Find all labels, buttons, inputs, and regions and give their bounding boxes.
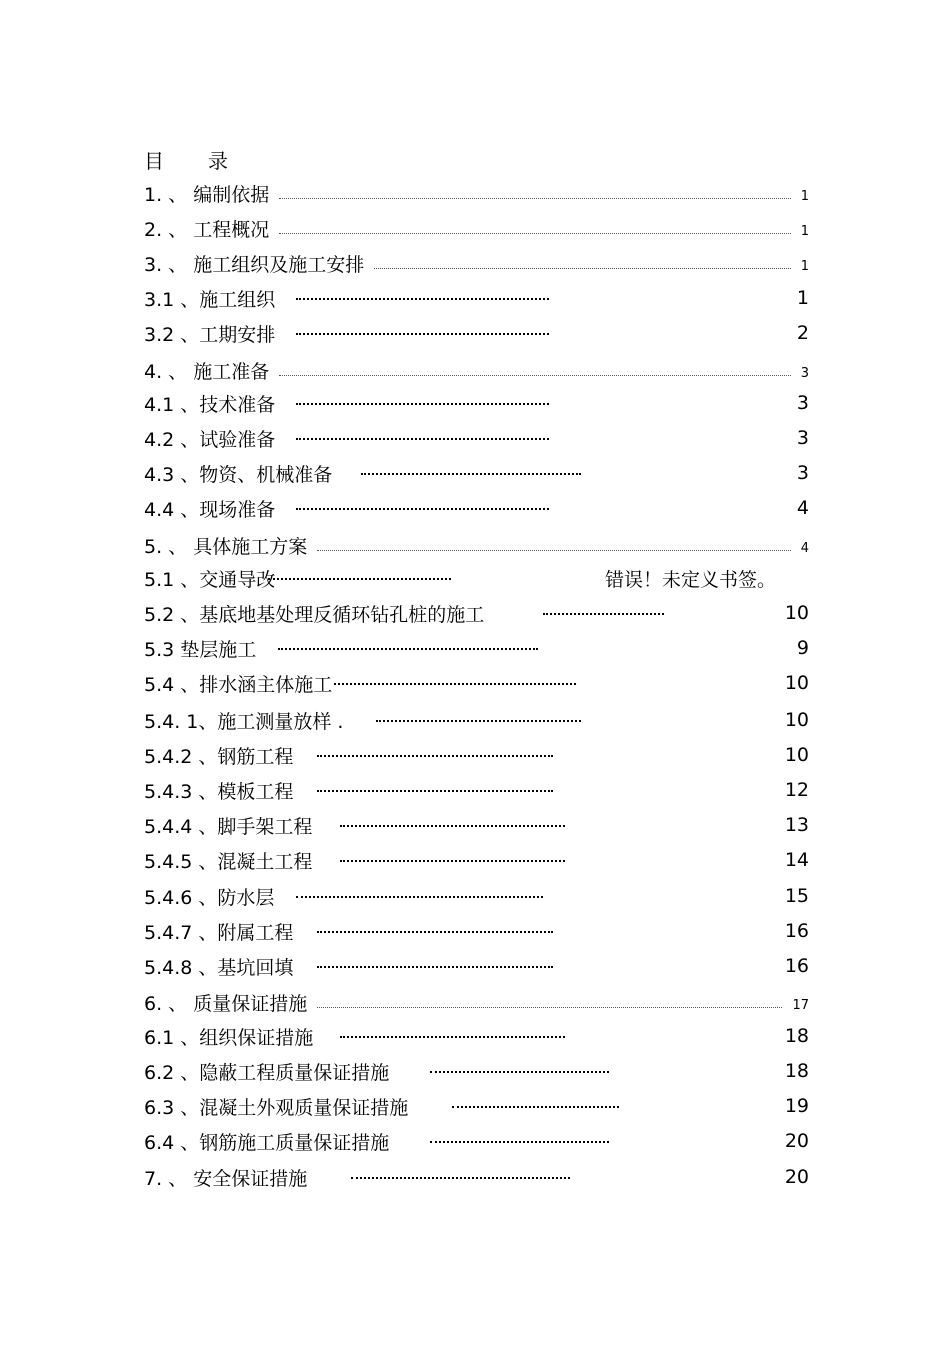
- toc-entry-label: 5. 、 具体施工方案: [144, 535, 308, 558]
- toc-title-left: 目: [144, 149, 164, 173]
- toc-entry-page: 12: [784, 779, 809, 801]
- toc-entry-label: 7. 、 安全保证措施: [144, 1167, 308, 1190]
- toc-dot-leader: [543, 613, 664, 615]
- toc-title-right: 录: [208, 149, 228, 173]
- toc-entry-page: 10: [784, 602, 809, 624]
- toc-entry-page: 19: [784, 1095, 809, 1117]
- toc-entry-page: 20: [784, 1130, 809, 1152]
- toc-entry[interactable]: [144, 1092, 809, 1120]
- toc-entry[interactable]: [144, 882, 809, 910]
- toc-dot-leader: [340, 825, 565, 827]
- toc-entry-label: 5.4.8 、基坑回填: [144, 956, 294, 979]
- toc-entry-label: 3.1 、施工组织: [144, 288, 276, 311]
- toc-entry-label: 5.4.7 、附属工程: [144, 921, 294, 944]
- toc-dot-leader: [296, 896, 543, 898]
- toc-entry[interactable]: [144, 952, 809, 980]
- toc-entry[interactable]: [144, 459, 809, 487]
- toc-entry-label: 5.4.2 、钢筋工程: [144, 745, 294, 768]
- toc-entry[interactable]: [144, 846, 809, 874]
- toc-dot-leader: [351, 1177, 570, 1179]
- toc-entry-label: 4. 、 施工准备: [144, 360, 270, 383]
- toc-entry-page: 13: [784, 814, 809, 836]
- toc-dot-leader: [374, 268, 791, 269]
- toc-entry-label: 6.1 、组织保证措施: [144, 1026, 314, 1049]
- toc-dot-leader: [317, 550, 791, 551]
- toc-entry-page: 3: [796, 427, 809, 449]
- toc-dot-leader: [430, 1141, 609, 1143]
- toc-dot-leader: [452, 1106, 619, 1108]
- toc-entry[interactable]: [144, 564, 809, 592]
- toc-entry-page: 1: [800, 188, 809, 204]
- toc-entry-label: 6.2 、隐蔽工程质量保证措施: [144, 1061, 390, 1084]
- toc-entry[interactable]: [144, 706, 809, 734]
- toc-entry-label: 4.4 、现场准备: [144, 498, 276, 521]
- toc-dot-leader: [317, 755, 553, 757]
- toc-dot-leader: [279, 198, 791, 199]
- toc-title: [144, 148, 228, 174]
- toc-dot-leader: [317, 966, 553, 968]
- toc-entry-page: 2: [796, 322, 809, 344]
- toc-entry[interactable]: [144, 741, 809, 769]
- toc-dot-leader: [279, 233, 791, 234]
- toc-dot-leader: [296, 508, 549, 510]
- toc-entry[interactable]: [144, 284, 809, 312]
- toc-entry[interactable]: [144, 1127, 809, 1155]
- toc-entry[interactable]: [144, 1057, 809, 1085]
- toc-entry-page: 18: [784, 1025, 809, 1047]
- toc-dot-leader: [296, 298, 549, 300]
- toc-entry-page: 14: [784, 849, 809, 871]
- toc-entry-label: 1. 、 编制依据: [144, 183, 270, 206]
- toc-entry-label: 6. 、 质量保证措施: [144, 992, 308, 1015]
- toc-entry-label: 4.1 、技术准备: [144, 393, 276, 416]
- toc-dot-leader: [279, 375, 791, 376]
- toc-dot-leader: [340, 1036, 565, 1038]
- toc-entry-page: 1: [796, 287, 809, 309]
- toc-entry-label: 5.2 、基底地基处理反循环钻孔桩的施工: [144, 603, 485, 626]
- toc-entry-label: 5.4 、排水涵主体施工: [144, 673, 333, 696]
- toc-dot-leader: [361, 473, 581, 475]
- toc-entry[interactable]: [144, 179, 809, 207]
- toc-entry[interactable]: [144, 599, 809, 627]
- toc-entry[interactable]: [144, 1163, 809, 1191]
- toc-entry-page: 1: [800, 223, 809, 239]
- toc-entry-page: 18: [784, 1060, 809, 1082]
- toc-entry-error: 错误！未定义书签。: [605, 568, 777, 591]
- toc-entry-label: 6.3 、混凝土外观质量保证措施: [144, 1096, 409, 1119]
- toc-entry-page: 4: [796, 497, 809, 519]
- toc-entry-label: 5.4.6 、防水层: [144, 886, 275, 909]
- toc-entry-label: 5.4.3 、模板工程: [144, 780, 294, 803]
- toc-dot-leader: [317, 790, 553, 792]
- toc-entry-page: 20: [784, 1166, 809, 1188]
- toc-entry[interactable]: [144, 634, 809, 662]
- toc-entry[interactable]: [144, 776, 809, 804]
- toc-entry-label: 5.4. 1、施工测量放样 .: [144, 710, 344, 733]
- toc-entry[interactable]: [144, 811, 809, 839]
- toc-entry-page: 15: [784, 885, 809, 907]
- toc-entry-page: 3: [800, 365, 809, 381]
- toc-entry-page: 4: [800, 540, 809, 556]
- toc-dot-leader: [340, 860, 565, 862]
- toc-dot-leader: [296, 403, 549, 405]
- toc-entry[interactable]: [144, 319, 809, 347]
- toc-entry-label: 5.3 垫层施工: [144, 638, 257, 661]
- toc-entry-page: 16: [784, 955, 809, 977]
- toc-dot-leader: [334, 683, 576, 685]
- toc-dot-leader: [268, 578, 451, 580]
- toc-dot-leader: [317, 1007, 782, 1008]
- toc-dot-leader: [376, 720, 581, 722]
- toc-entry-page: 1: [800, 258, 809, 274]
- toc-entry[interactable]: [144, 988, 809, 1016]
- toc-entry-label: 4.2 、试验准备: [144, 428, 276, 451]
- toc-entry-label: 5.4.5 、混凝土工程: [144, 850, 313, 873]
- toc-entry-page: 3: [796, 462, 809, 484]
- toc-dot-leader: [430, 1071, 609, 1073]
- toc-entry-label: 2. 、 工程概况: [144, 218, 270, 241]
- toc-entry-page: 16: [784, 920, 809, 942]
- toc-entry-label: 6.4 、钢筋施工质量保证措施: [144, 1131, 390, 1154]
- toc-dot-leader: [317, 931, 553, 933]
- toc-dot-leader: [278, 648, 538, 650]
- toc-entry[interactable]: [144, 917, 809, 945]
- toc-entry[interactable]: [144, 389, 809, 417]
- toc-entry-page: 10: [784, 709, 809, 731]
- toc-entry[interactable]: [144, 1022, 809, 1050]
- toc-entry-label: 3. 、 施工组织及施工安排: [144, 253, 365, 276]
- toc-entry[interactable]: [144, 531, 809, 559]
- toc-entry-label: 5.4.4 、脚手架工程: [144, 815, 313, 838]
- toc-entry-label: 3.2 、工期安排: [144, 323, 276, 346]
- toc-entry[interactable]: [144, 249, 809, 277]
- toc-entry[interactable]: [144, 669, 809, 697]
- toc-entry-page: 9: [796, 637, 809, 659]
- toc-entry-label: 4.3 、物资、机械准备: [144, 463, 333, 486]
- toc-entry-page: 3: [796, 392, 809, 414]
- toc-entry[interactable]: [144, 214, 809, 242]
- toc-dot-leader: [296, 438, 549, 440]
- toc-entry-page: 17: [792, 997, 809, 1013]
- toc-entry-page: 10: [784, 672, 809, 694]
- toc-entry[interactable]: [144, 424, 809, 452]
- toc-entry[interactable]: [144, 356, 809, 384]
- toc-entry-page: 10: [784, 744, 809, 766]
- toc-dot-leader: [296, 333, 549, 335]
- toc-entry-label: 5.1 、交通导改: [144, 568, 276, 591]
- toc-entry[interactable]: [144, 494, 809, 522]
